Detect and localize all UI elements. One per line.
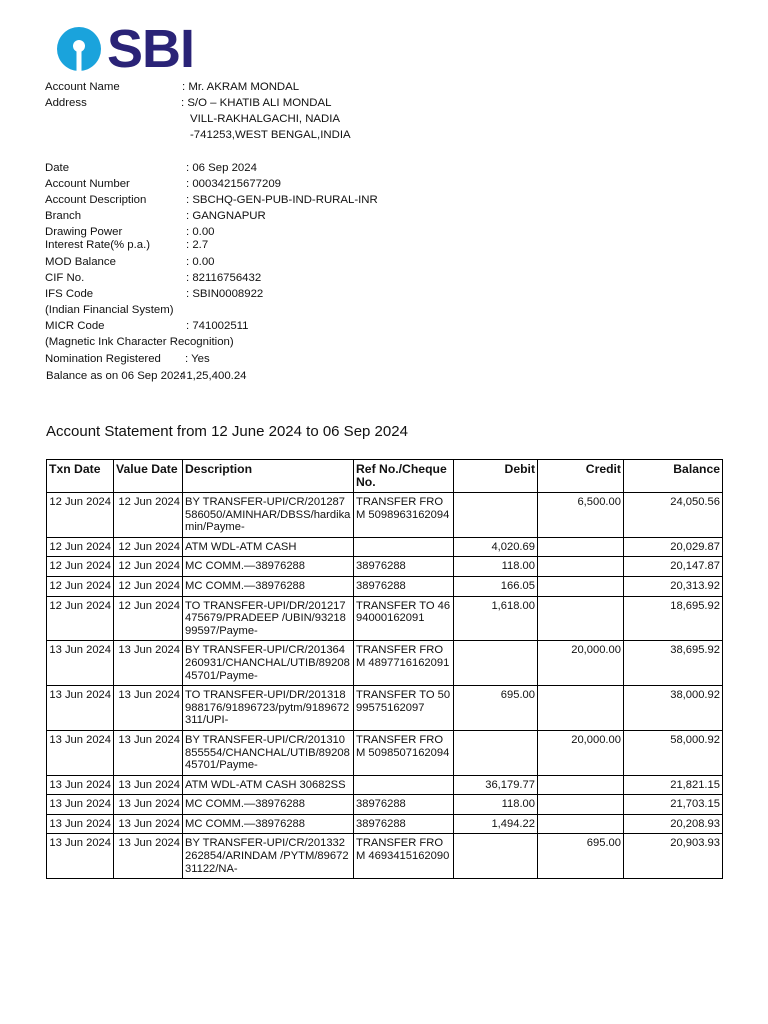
- balance-cell: [624, 775, 723, 795]
- ref-no-text: TRANSFER FROM 5098507162094: [356, 733, 450, 759]
- debit-text: 695.00: [500, 689, 535, 702]
- ref-no-cell: [354, 775, 454, 795]
- value-date-text: 12 Jun 2024: [118, 599, 180, 612]
- txn-date-text: 13 Jun 2024: [49, 689, 111, 702]
- credit-cell: [538, 834, 624, 879]
- col-header-description: Description: [183, 460, 354, 493]
- txn-date-text: 13 Jun 2024: [49, 778, 111, 791]
- table-row: [47, 730, 723, 775]
- balance-cell: [624, 641, 723, 686]
- sbi-logo-text: SBI: [107, 19, 195, 79]
- sbi-keyhole-logo-icon: [55, 25, 103, 73]
- debit-cell: [454, 686, 538, 731]
- balance-text: 18,695.92: [670, 599, 720, 612]
- account-field-label: MICR Code: [45, 320, 105, 332]
- debit-text: 1,618.00: [491, 599, 535, 612]
- balance-text: 38,000.92: [670, 689, 720, 702]
- credit-text: 6,500.00: [577, 496, 621, 508]
- description-text: BY TRANSFER-UPI/CR/201332262854/ARINDAM /PYTM/8967231122/NA-: [185, 837, 349, 875]
- ref-no-text: 38976288: [356, 798, 406, 811]
- txn-date-cell: [47, 537, 114, 557]
- description-text: BY TRANSFER-UPI/CR/201364260931/CHANCHAL/UTIB/8920845701/Payme-: [185, 644, 350, 682]
- value-date-cell: [114, 576, 183, 596]
- balance-text: 24,050.56: [670, 496, 720, 508]
- value-date-cell: [114, 596, 183, 641]
- transactions-table: [46, 459, 723, 879]
- debit-cell: [454, 834, 538, 879]
- ref-no-cell: [354, 493, 454, 538]
- description-cell: [183, 641, 354, 686]
- description-text: MC COMM.—38976288: [185, 579, 305, 592]
- account-field-value: : GANGNAPUR: [186, 210, 266, 222]
- account-field-value: -741253,WEST BENGAL,INDIA: [190, 129, 351, 141]
- col-header-txn-date: Txn Date: [47, 460, 114, 493]
- txn-date-text: 12 Jun 2024: [49, 560, 111, 573]
- account-field-label: Address: [45, 97, 87, 109]
- txn-date-text: 12 Jun 2024: [49, 579, 111, 592]
- ref-no-text: 38976288: [356, 817, 406, 830]
- balance-cell: [624, 686, 723, 731]
- account-field-label: Nomination Registered: [45, 353, 161, 365]
- balance-text: 20,147.87: [670, 560, 720, 573]
- debit-text: 166.05: [500, 579, 535, 592]
- credit-text: 695.00: [586, 837, 621, 850]
- ref-no-cell: [354, 557, 454, 577]
- value-date-cell: [114, 814, 183, 834]
- txn-date-text: 13 Jun 2024: [49, 798, 111, 811]
- description-text: BY TRANSFER-UPI/CR/201287586050/AMINHAR/DBSS/hardikamin/Payme-: [185, 496, 351, 534]
- balance-text: 38,695.92: [670, 644, 720, 657]
- account-field-value: : 82116756432: [186, 272, 262, 284]
- debit-cell: [454, 493, 538, 538]
- account-field-value: : 0.00: [186, 226, 215, 238]
- debit-text: 1,494.22: [491, 817, 535, 830]
- txn-date-cell: [47, 641, 114, 686]
- balance-text: 20,903.93: [670, 837, 720, 850]
- value-date-text: 12 Jun 2024: [118, 496, 180, 508]
- ref-no-text: TRANSFER TO 5099575162097: [356, 689, 451, 714]
- col-header-ref-no: Ref No./Cheque No.: [354, 460, 454, 493]
- txn-date-text: 13 Jun 2024: [49, 733, 111, 746]
- txn-date-cell: [47, 814, 114, 834]
- table-row: [47, 686, 723, 731]
- ref-no-cell: [354, 795, 454, 815]
- ref-no-cell: [354, 596, 454, 641]
- ref-no-cell: [354, 730, 454, 775]
- balance-text: 20,029.87: [670, 540, 720, 553]
- ref-no-text: TRANSFER FROM 5098963162094: [356, 496, 450, 521]
- balance-cell: [624, 493, 723, 538]
- description-text: MC COMM.—38976288: [185, 817, 305, 830]
- value-date-cell: [114, 537, 183, 557]
- value-date-text: 12 Jun 2024: [118, 560, 180, 573]
- description-cell: [183, 795, 354, 815]
- credit-cell: [538, 686, 624, 731]
- description-cell: [183, 576, 354, 596]
- description-cell: [183, 814, 354, 834]
- account-field-value: : SBIN0008922: [186, 288, 264, 300]
- balance-text: 20,313.92: [670, 579, 720, 592]
- account-field-value: : 2.7: [186, 239, 209, 251]
- table-row: [47, 493, 723, 538]
- description-text: MC COMM.—38976288: [185, 560, 305, 573]
- col-header-balance: Balance: [624, 460, 723, 493]
- value-date-cell: [114, 775, 183, 795]
- credit-cell: [538, 537, 624, 557]
- value-date-cell: [114, 730, 183, 775]
- account-field-label: (Magnetic Ink Character Recognition): [45, 336, 234, 348]
- account-field-value: : 06 Sep 2024: [186, 162, 257, 174]
- ref-no-cell: [354, 686, 454, 731]
- credit-cell: [538, 814, 624, 834]
- table-row: [47, 557, 723, 577]
- txn-date-text: 13 Jun 2024: [49, 644, 111, 657]
- description-cell: [183, 557, 354, 577]
- table-row: [47, 537, 723, 557]
- table-row: [47, 795, 723, 815]
- value-date-text: 13 Jun 2024: [118, 817, 180, 830]
- balance-cell: [624, 576, 723, 596]
- col-header-value-date: Value Date: [114, 460, 183, 493]
- description-text: MC COMM.—38976288: [185, 798, 305, 811]
- credit-cell: [538, 775, 624, 795]
- account-field-label: Branch: [45, 210, 82, 222]
- account-field-label: Balance as on 06 Sep 2024: [46, 370, 186, 382]
- ref-no-cell: [354, 641, 454, 686]
- table-row: [47, 596, 723, 641]
- table-header-row: [47, 460, 723, 493]
- account-field-value: VILL-RAKHALGACHI, NADIA: [190, 113, 341, 125]
- credit-cell: [538, 730, 624, 775]
- ref-no-cell: [354, 834, 454, 879]
- credit-cell: [538, 596, 624, 641]
- balance-cell: [624, 596, 723, 641]
- balance-cell: [624, 537, 723, 557]
- txn-date-cell: [47, 834, 114, 879]
- credit-text: 20,000.00: [571, 733, 621, 746]
- table-row: [47, 641, 723, 686]
- debit-text: 118.00: [501, 560, 535, 573]
- account-field-label: Account Name: [45, 81, 120, 93]
- account-field-value: : Mr. AKRAM MONDAL: [182, 81, 300, 93]
- ref-no-cell: [354, 814, 454, 834]
- account-field-value: : 0.00: [186, 256, 215, 268]
- account-field-value: : 1,25,400.24: [180, 370, 247, 382]
- balance-cell: [624, 557, 723, 577]
- ref-no-text: 38976288: [356, 579, 406, 592]
- debit-cell: [454, 641, 538, 686]
- balance-cell: [624, 730, 723, 775]
- txn-date-text: 13 Jun 2024: [49, 817, 111, 830]
- debit-cell: [454, 596, 538, 641]
- credit-cell: [538, 641, 624, 686]
- debit-cell: [454, 775, 538, 795]
- ref-no-text: TRANSFER FROM 4897716162091: [356, 644, 450, 669]
- credit-cell: [538, 795, 624, 815]
- balance-cell: [624, 814, 723, 834]
- value-date-cell: [114, 834, 183, 879]
- txn-date-text: 12 Jun 2024: [49, 599, 111, 612]
- account-field-value: : Yes: [185, 353, 210, 365]
- debit-cell: [454, 576, 538, 596]
- debit-text: 4,020.69: [491, 540, 535, 553]
- description-cell: [183, 686, 354, 731]
- value-date-cell: [114, 557, 183, 577]
- value-date-cell: [114, 795, 183, 815]
- description-cell: [183, 730, 354, 775]
- value-date-text: 12 Jun 2024: [118, 540, 180, 553]
- balance-cell: [624, 795, 723, 815]
- txn-date-text: 12 Jun 2024: [49, 540, 111, 553]
- txn-date-text: 13 Jun 2024: [49, 837, 111, 850]
- balance-text: 20,208.93: [670, 817, 720, 830]
- table-row: [47, 576, 723, 596]
- debit-cell: [454, 795, 538, 815]
- ref-no-cell: [354, 537, 454, 557]
- debit-cell: [454, 730, 538, 775]
- credit-cell: [538, 576, 624, 596]
- description-cell: [183, 596, 354, 641]
- account-field-value: : SBCHQ-GEN-PUB-IND-RURAL-INR: [186, 194, 378, 206]
- description-text: TO TRANSFER-UPI/DR/201318988176/91896723/pytm/9189672311/UPI-: [185, 689, 350, 727]
- debit-text: 118.00: [501, 798, 535, 811]
- txn-date-cell: [47, 557, 114, 577]
- debit-cell: [454, 814, 538, 834]
- debit-text: 36,179.77: [485, 778, 535, 791]
- value-date-text: 13 Jun 2024: [118, 733, 180, 746]
- account-field-label: (Indian Financial System): [45, 304, 174, 316]
- value-date-text: 12 Jun 2024: [118, 579, 180, 592]
- col-header-debit: Debit: [454, 460, 538, 493]
- txn-date-cell: [47, 493, 114, 538]
- balance-text: 58,000.92: [670, 733, 720, 746]
- ref-no-cell: [354, 576, 454, 596]
- value-date-text: 13 Jun 2024: [118, 644, 180, 657]
- table-row: [47, 814, 723, 834]
- account-field-label: MOD Balance: [45, 256, 116, 268]
- account-field-value: : 741002511: [186, 320, 249, 332]
- value-date-text: 13 Jun 2024: [118, 689, 180, 702]
- description-text: BY TRANSFER-UPI/CR/201310855554/CHANCHAL/UTIB/8920845701/Payme-: [185, 733, 350, 772]
- description-cell: [183, 493, 354, 538]
- account-field-label: Account Description: [45, 194, 147, 206]
- description-cell: [183, 834, 354, 879]
- balance-text: 21,703.15: [670, 798, 720, 811]
- account-field-label: Account Number: [45, 178, 130, 190]
- txn-date-cell: [47, 795, 114, 815]
- balance-cell: [624, 834, 723, 879]
- account-field-label: Interest Rate(% p.a.): [45, 239, 151, 251]
- description-cell: [183, 537, 354, 557]
- account-field-value: : 00034215677209: [186, 178, 282, 190]
- debit-cell: [454, 557, 538, 577]
- ref-no-text: 38976288: [356, 560, 406, 573]
- account-field-label: CIF No.: [45, 272, 85, 284]
- ref-no-text: TRANSFER TO 4694000162091: [356, 599, 451, 625]
- description-text: ATM WDL-ATM CASH: [185, 540, 297, 553]
- value-date-cell: [114, 641, 183, 686]
- txn-date-text: 12 Jun 2024: [49, 496, 111, 508]
- table-row: [47, 834, 723, 879]
- value-date-cell: [114, 686, 183, 731]
- txn-date-cell: [47, 576, 114, 596]
- account-field-value: : S/O – KHATIB ALI MONDAL: [181, 97, 332, 109]
- credit-cell: [538, 493, 624, 538]
- description-text: TO TRANSFER-UPI/DR/201217475679/PRADEEP /UBIN/9321899597/Payme-: [185, 599, 346, 637]
- debit-cell: [454, 537, 538, 557]
- value-date-cell: [114, 493, 183, 538]
- txn-date-cell: [47, 686, 114, 731]
- account-field-label: Date: [45, 162, 70, 174]
- txn-date-cell: [47, 730, 114, 775]
- ref-no-text: TRANSFER FROM 4693415162090: [356, 837, 450, 863]
- account-field-label: IFS Code: [45, 288, 94, 300]
- col-header-credit: Credit: [538, 460, 624, 493]
- value-date-text: 13 Jun 2024: [118, 798, 180, 811]
- value-date-text: 13 Jun 2024: [118, 778, 180, 791]
- statement-title: Account Statement from 12 June 2024 to 06 Sep 2024: [46, 423, 408, 440]
- txn-date-cell: [47, 596, 114, 641]
- account-field-label: Drawing Power: [45, 226, 123, 238]
- credit-text: 20,000.00: [571, 644, 621, 657]
- credit-cell: [538, 557, 624, 577]
- txn-date-cell: [47, 775, 114, 795]
- table-row: [47, 775, 723, 795]
- balance-text: 21,821.15: [670, 778, 720, 791]
- value-date-text: 13 Jun 2024: [118, 837, 180, 850]
- description-cell: [183, 775, 354, 795]
- description-text: ATM WDL-ATM CASH 30682SS: [185, 778, 346, 791]
- sbi-logo: [55, 19, 195, 79]
